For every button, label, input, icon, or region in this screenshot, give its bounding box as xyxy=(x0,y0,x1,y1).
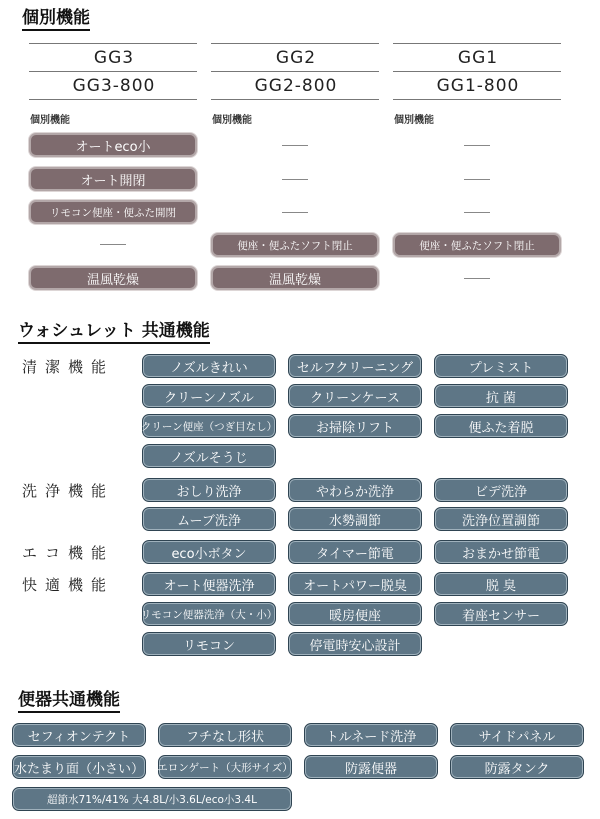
feature-cefiontect: セフィオンテクト xyxy=(12,723,146,747)
feature-side-panel: サイドパネル xyxy=(450,723,584,747)
feature-auto-saving: おまかせ節電 xyxy=(434,540,568,564)
model-code: GG1-800 xyxy=(436,76,520,96)
header-line-mid xyxy=(29,71,197,72)
feature-warm-air-dry: 温風乾燥 xyxy=(211,266,379,290)
model-code: GG2-800 xyxy=(254,76,338,96)
feature-anti-condensation-tank: 防露タンク xyxy=(450,755,584,779)
feature-ultra-water-saving: 超節水71%/41% 大4.8L/小3.6L/eco小3.4L xyxy=(12,787,292,811)
feature-antibacterial: 抗 菌 xyxy=(434,384,568,408)
feature-deodorize: 脱 臭 xyxy=(434,572,568,596)
feature-heated-seat: 暖房便座 xyxy=(288,602,422,626)
category-wash: 洗浄機能 xyxy=(22,482,115,500)
feature-label: 個別機能 xyxy=(30,115,70,126)
header-line-top xyxy=(29,43,197,44)
model-name: GG2 xyxy=(275,48,317,68)
model-name: GG1 xyxy=(457,48,499,68)
bowl-title: 便器共通機能 xyxy=(18,690,120,713)
washlet-title: ウォシュレット 共通機能 xyxy=(18,321,210,344)
category-clean: 清潔機能 xyxy=(22,358,115,376)
feature-remote: リモコン xyxy=(142,632,276,656)
category-eco: エコ機能 xyxy=(22,544,115,562)
feature-auto-eco: オートeco小 xyxy=(29,133,197,157)
header-line-bottom xyxy=(393,99,561,100)
feature-cleaning-lift: お掃除リフト xyxy=(288,414,422,438)
feature-rear-wash: おしり洗浄 xyxy=(142,478,276,502)
not-available-dash xyxy=(464,278,490,279)
feature-power-outage: 停電時安心設計 xyxy=(288,632,422,656)
feature-eco-small-button: eco小ボタン xyxy=(142,540,276,564)
feature-label: 個別機能 xyxy=(394,115,434,126)
feature-move-wash: ムーブ洗浄 xyxy=(142,507,276,531)
header-line-bottom xyxy=(211,99,379,100)
not-available-dash xyxy=(464,212,490,213)
header-line-top xyxy=(393,43,561,44)
feature-soft-close: 便座・便ふたソフト閉止 xyxy=(393,233,561,257)
not-available-dash xyxy=(464,145,490,146)
feature-auto-open-close: オート開閉 xyxy=(29,167,197,191)
feature-clean-case: クリーンケース xyxy=(288,384,422,408)
feature-auto-flush: オート便器洗浄 xyxy=(142,572,276,596)
not-available-dash xyxy=(282,145,308,146)
not-available-dash xyxy=(282,212,308,213)
feature-remote-seat-lid: リモコン便座・便ふた開閉 xyxy=(29,200,197,224)
not-available-dash xyxy=(100,244,126,245)
header-line-top xyxy=(211,43,379,44)
model-code: GG3-800 xyxy=(72,76,156,96)
feature-nozzle-clean: ノズルきれい xyxy=(142,354,276,378)
feature-elongated: エロンゲート（大形サイズ） xyxy=(158,755,292,779)
individual-title: 個別機能 xyxy=(22,8,90,31)
feature-auto-power-deodorize: オートパワー脱臭 xyxy=(288,572,422,596)
feature-water-pressure: 水勢調節 xyxy=(288,507,422,531)
not-available-dash xyxy=(282,179,308,180)
feature-label: 個別機能 xyxy=(212,115,252,126)
feature-remote-flush: リモコン便器洗浄（大・小） xyxy=(142,602,276,626)
feature-rimless: フチなし形状 xyxy=(158,723,292,747)
feature-anti-condensation-bowl: 防露便器 xyxy=(304,755,438,779)
feature-self-cleaning: セルフクリーニング xyxy=(288,354,422,378)
model-name: GG3 xyxy=(93,48,135,68)
feature-small-water-surface: 水たまり面（小さい） xyxy=(12,755,146,779)
header-line-bottom xyxy=(29,99,197,100)
header-line-mid xyxy=(393,71,561,72)
feature-clean-seat: クリーン便座（つぎ目なし） xyxy=(142,414,276,438)
feature-seat-sensor: 着座センサー xyxy=(434,602,568,626)
category-comfort: 快適機能 xyxy=(22,576,115,594)
feature-position-adjust: 洗浄位置調節 xyxy=(434,507,568,531)
feature-warm-air-dry: 温風乾燥 xyxy=(29,266,197,290)
feature-premist: プレミスト xyxy=(434,354,568,378)
feature-soft-close: 便座・便ふたソフト閉止 xyxy=(211,233,379,257)
feature-timer-saving: タイマー節電 xyxy=(288,540,422,564)
feature-nozzle-sweep: ノズルそうじ xyxy=(142,444,276,468)
feature-soft-wash: やわらか洗浄 xyxy=(288,478,422,502)
feature-removable-lid: 便ふた着脱 xyxy=(434,414,568,438)
not-available-dash xyxy=(464,179,490,180)
header-line-mid xyxy=(211,71,379,72)
feature-bidet-wash: ビデ洗浄 xyxy=(434,478,568,502)
feature-clean-nozzle: クリーンノズル xyxy=(142,384,276,408)
feature-tornado-flush: トルネード洗浄 xyxy=(304,723,438,747)
